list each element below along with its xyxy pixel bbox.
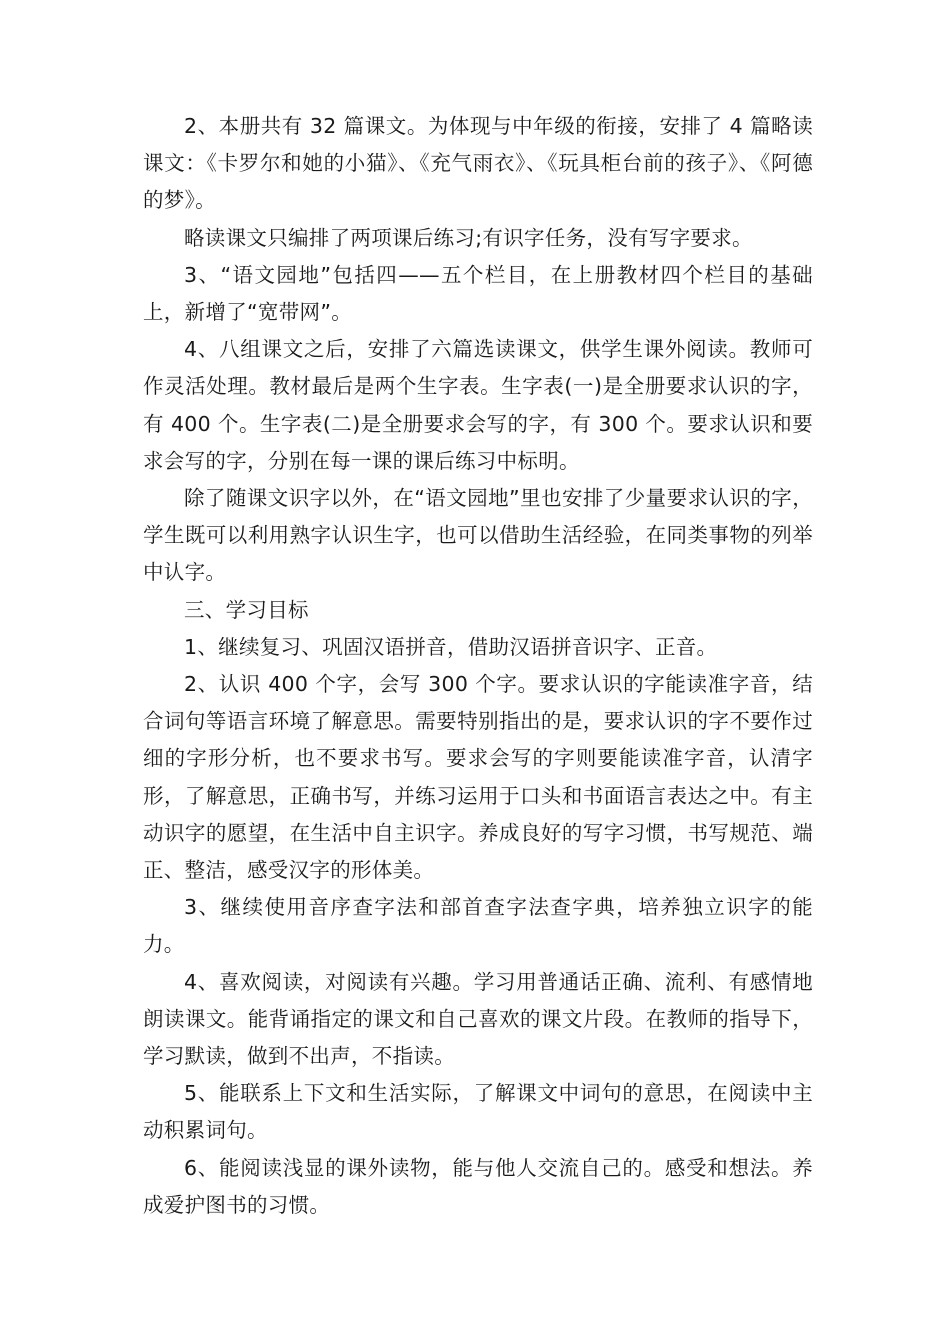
paragraph-textbook-lessons: 2、本册共有 32 篇课文。为体现与中年级的衔接，安排了 4 篇略读课文：《卡罗尔和她的小猫》、《充气雨衣》、《玩具柜台前的孩子》、《阿德的梦》。	[143, 114, 813, 213]
goal-item-5: 5、能联系上下文和生活实际，了解课文中词句的意思，在阅读中主动积累词句。	[143, 1081, 813, 1143]
goal-item-2: 2、认识 400 个字，会写 300 个字。要求认识的字能读准字音，结合词句等语言环境了解意思。需要特别指出的是，要求认识的字不要作过细的字形分析，也不要求书写。要求会写的字则要能读准字音，认清字形，了解意思，正确书写，并练习运用于口头和书面语言表达之中。有主动识字的愿望，在生活中自主识字。养成良好的写字习惯，书写规范、端正、整洁，感受汉字的形体美。	[143, 672, 813, 883]
paragraph-optional-readings: 4、八组课文之后，安排了六篇选读课文，供学生课外阅读。教师可作灵活处理。教材最后是两个生字表。生字表(一)是全册要求认识的字，有 400 个。生字表(二)是全册要求会写的字，有 300 个。要求认识和要求会写的字，分别在每一课的课后练习中标明。	[143, 337, 813, 473]
goal-item-6: 6、能阅读浅显的课外读物，能与他人交流自己的。感受和想法。养成爱护图书的习惯。	[143, 1155, 813, 1217]
paragraph-extra-characters: 除了随课文识字以外，在“语文园地”里也安排了少量要求认识的字，学生既可以利用熟字认识生字，也可以借助生活经验，在同类事物的列举中认字。	[143, 486, 813, 585]
paragraph-language-garden: 3、“语文园地”包括四——五个栏目，在上册教材四个栏目的基础上，新增了“宽带网”。	[143, 262, 813, 325]
paragraph-skim-reading-note: 略读课文只编排了两项课后练习;有识字任务，没有写字要求。	[184, 225, 753, 250]
goal-item-4: 4、喜欢阅读，对阅读有兴趣。学习用普通话正确、流利、有感情地朗读课文。能背诵指定的课文和自己喜欢的课文片段。在教师的指导下，学习默读，做到不出声，不指读。	[143, 969, 813, 1069]
goal-item-1: 1、继续复习、巩固汉语拼音，借助汉语拼音识字、正音。	[184, 634, 718, 659]
document-body	[143, 108, 813, 1224]
goal-item-3: 3、继续使用音序查字法和部首查字法查字典，培养独立识字的能力。	[143, 895, 813, 957]
section-heading-learning-goals: 三、学习目标	[184, 597, 309, 622]
